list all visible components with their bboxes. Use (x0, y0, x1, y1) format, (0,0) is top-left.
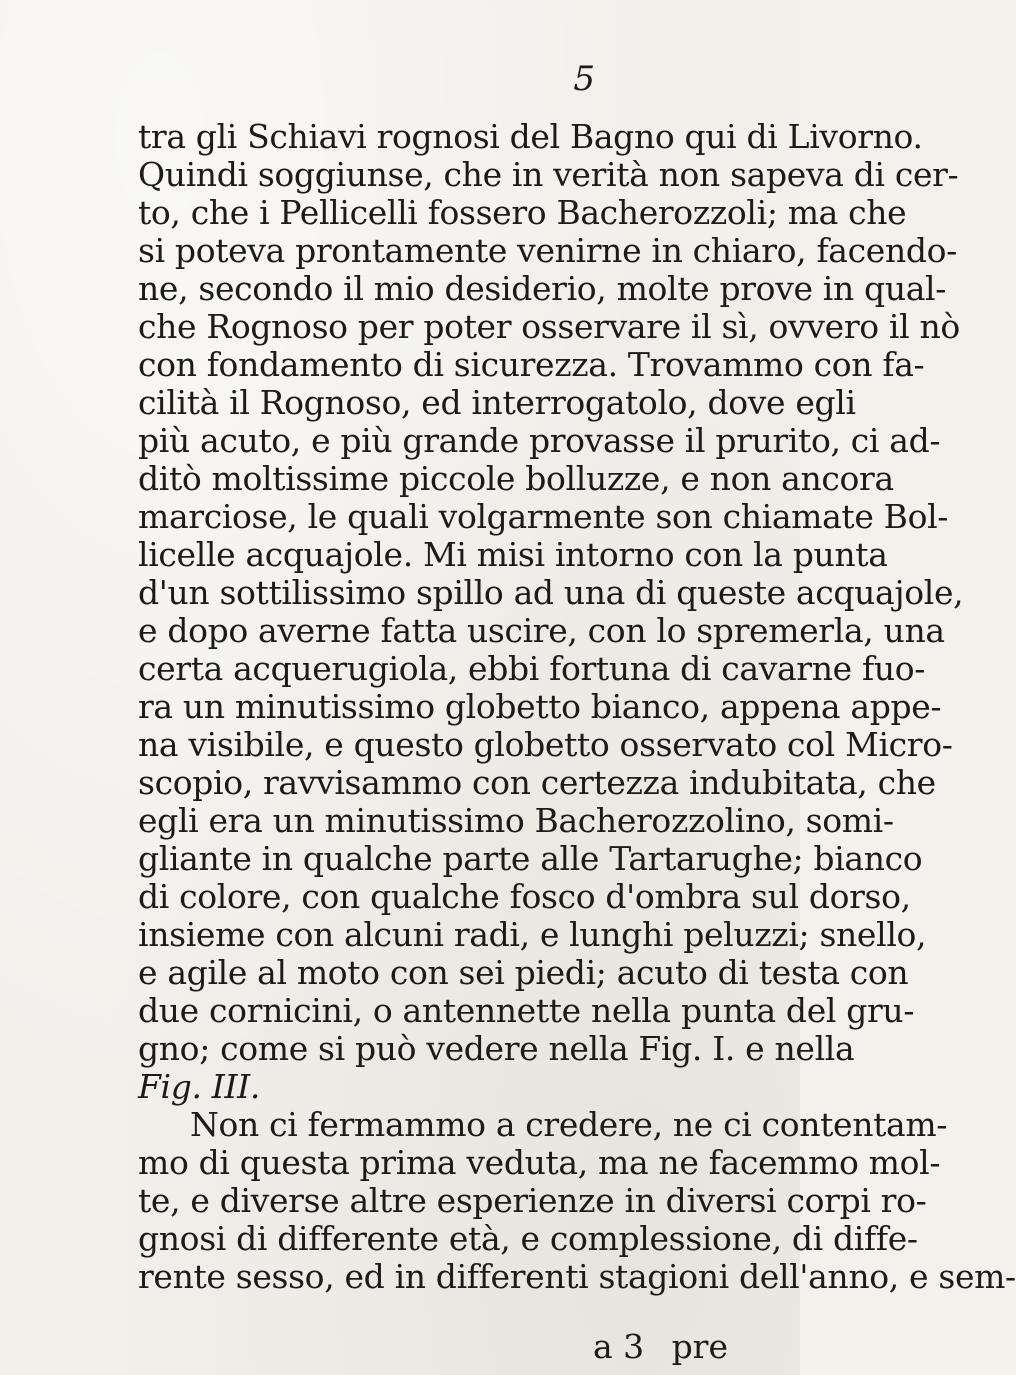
text-line: ra un minutissimo globetto bianco, appena appe- (138, 687, 942, 726)
text-line: e dopo averne fatta uscire, con lo spremerla, una (138, 611, 945, 650)
text-line: gliante in qualche parte alle Tartarughe; bianco (138, 839, 923, 878)
text-line: tra gli Schiavi rognosi del Bagno qui di Livorno. (138, 117, 923, 156)
text-line: marciose, le quali volgarmente son chiamate Bol- (138, 497, 949, 536)
text-line: certa acquerugiola, ebbi fortuna di cavarne fuo- (138, 649, 926, 688)
text-line: Non ci fermammo a credere, ne ci contentam- (190, 1105, 948, 1144)
text-line: licelle acquajole. Mi misi intorno con la punta (138, 535, 888, 574)
catchword: pre (671, 1327, 728, 1366)
text-line: gno; come si può vedere nella Fig. I. e nella (138, 1029, 855, 1068)
body-text (138, 117, 1016, 1296)
text-line: cilità il Rognoso, ed interrogatolo, dove egli (138, 383, 856, 422)
text-line: e agile al moto con sei piedi; acuto di testa con (138, 953, 909, 992)
text-line: di colore, con qualche fosco d'ombra sul dorso, (138, 877, 911, 916)
page-number: 5 (573, 59, 595, 99)
text-line: egli era un minutissimo Bacherozzolino, somi- (138, 801, 894, 840)
text-line: mo di questa prima veduta, ma ne facemmo mol- (138, 1143, 941, 1182)
text-line: ditò moltissime piccole bolluzze, e non ancora (138, 459, 894, 498)
footer-row (138, 1328, 728, 1366)
text-line: scopio, ravvisammo con certezza indubitata, che (138, 763, 936, 802)
text-line: ne, secondo il mio desiderio, molte prove in qual- (138, 269, 947, 308)
text-line: con fondamento di sicurezza. Trovammo con fa- (138, 345, 925, 384)
text-line: più acuto, e più grande provasse il prurito, ci ad- (138, 421, 941, 460)
text-line: d'un sottilissimo spillo ad una di queste acquajole, (138, 573, 964, 612)
signature-mark: a 3 (593, 1327, 645, 1366)
text-line: gnosi di differente età, e complessione, di diffe- (138, 1219, 918, 1258)
text-line: insieme con alcuni radi, e lunghi peluzzi; snello, (138, 915, 927, 954)
text-line: si poteva prontamente venirne in chiaro, facendo- (138, 231, 957, 270)
text-line: due cornicini, o antennette nella punta del gru- (138, 991, 915, 1030)
text-line: che Rognoso per poter osservare il sì, ovvero il nò (138, 307, 960, 346)
text-line: rente sesso, ed in differenti stagioni dell'anno, e sem- (138, 1257, 1016, 1296)
text-line: Quindi soggiunse, che in verità non sapeva di cer- (138, 155, 959, 194)
text-line: Fig. III. (138, 1067, 261, 1106)
text-line: te, e diverse altre esperienze in diversi corpi ro- (138, 1181, 927, 1220)
text-line: na visibile, e questo globetto osservato col Micro- (138, 725, 953, 764)
text-line: to, che i Pellicelli fossero Bacherozzoli; ma che (138, 193, 907, 232)
